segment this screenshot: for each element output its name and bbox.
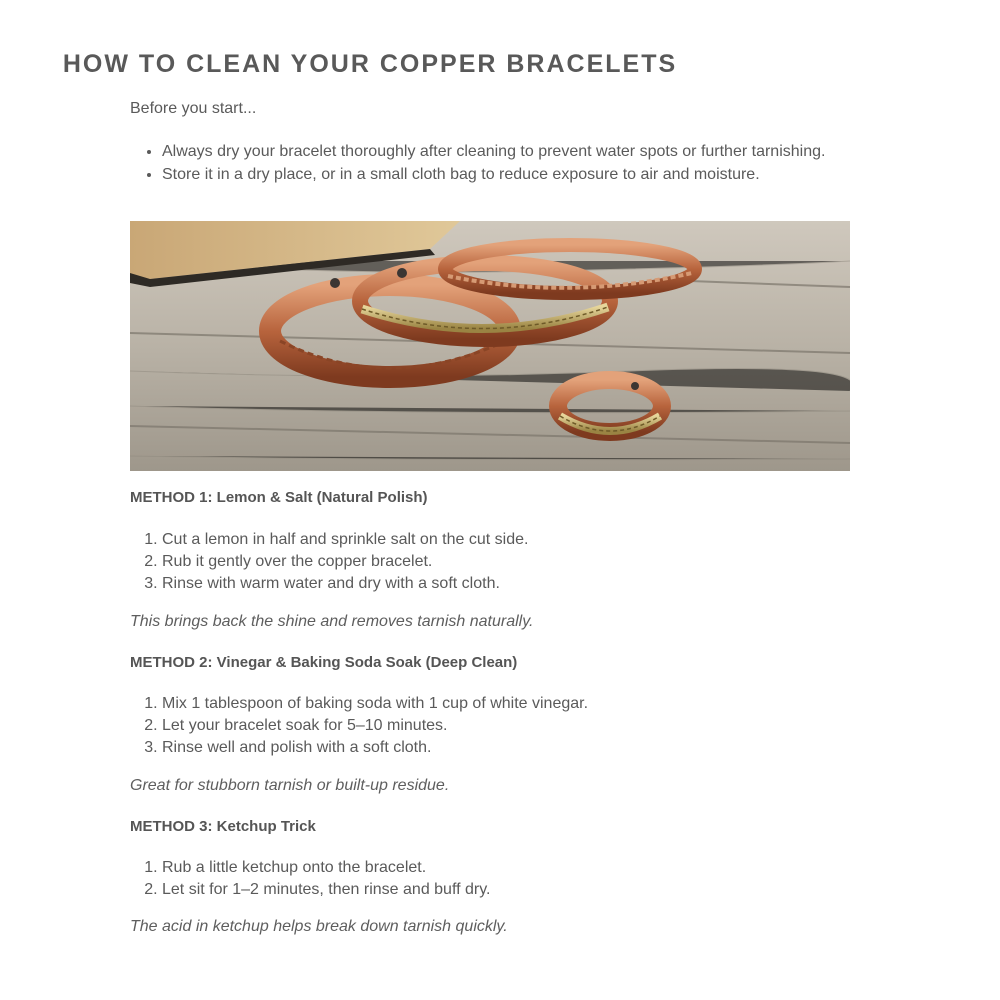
step-item: 2. Rub it gently over the copper bracelet.	[162, 551, 850, 573]
step-item: 2. Let sit for 1–2 minutes, then rinse and buff dry.	[162, 879, 850, 901]
tip-item: • Always dry your bracelet thoroughly after cleaning to prevent water spots or further tarnishing.	[162, 140, 850, 163]
step-item: 3. Rinse with warm water and dry with a soft cloth.	[162, 573, 850, 595]
bracelets-illustration	[130, 221, 850, 471]
method-3-note: The acid in ketchup helps break down tarnish quickly.	[130, 918, 508, 935]
method-1-note: This brings back the shine and removes tarnish naturally.	[130, 613, 534, 630]
method-2-steps	[130, 693, 850, 759]
step-item: 2. Let your bracelet soak for 5–10 minutes.	[162, 715, 850, 737]
method-2-title: METHOD 2: Vinegar & Baking Soda Soak (Deep Clean)	[130, 654, 518, 671]
tips-list	[130, 140, 850, 186]
step-item: 1. Rub a little ketchup onto the bracelet.	[162, 857, 850, 879]
tip-item: • Store it in a dry place, or in a small cloth bag to reduce exposure to air and moisture.	[162, 163, 850, 186]
method-1-steps	[130, 529, 850, 595]
method-1-title: METHOD 1: Lemon & Salt (Natural Polish)	[130, 489, 428, 506]
page-title: HOW TO CLEAN YOUR COPPER BRACELETS	[62, 50, 678, 78]
method-3-title: METHOD 3: Ketchup Trick	[130, 818, 316, 835]
step-item: 1. Cut a lemon in half and sprinkle salt on the cut side.	[162, 529, 850, 551]
method-3-steps	[130, 857, 850, 901]
step-item: 3. Rinse well and polish with a soft cloth.	[162, 737, 850, 759]
step-item: 1. Mix 1 tablespoon of baking soda with 1 cup of white vinegar.	[162, 693, 850, 715]
intro-text: Before you start...	[130, 100, 257, 117]
bracelets-photo	[130, 221, 850, 471]
method-2-note: Great for stubborn tarnish or built-up residue.	[130, 777, 450, 794]
